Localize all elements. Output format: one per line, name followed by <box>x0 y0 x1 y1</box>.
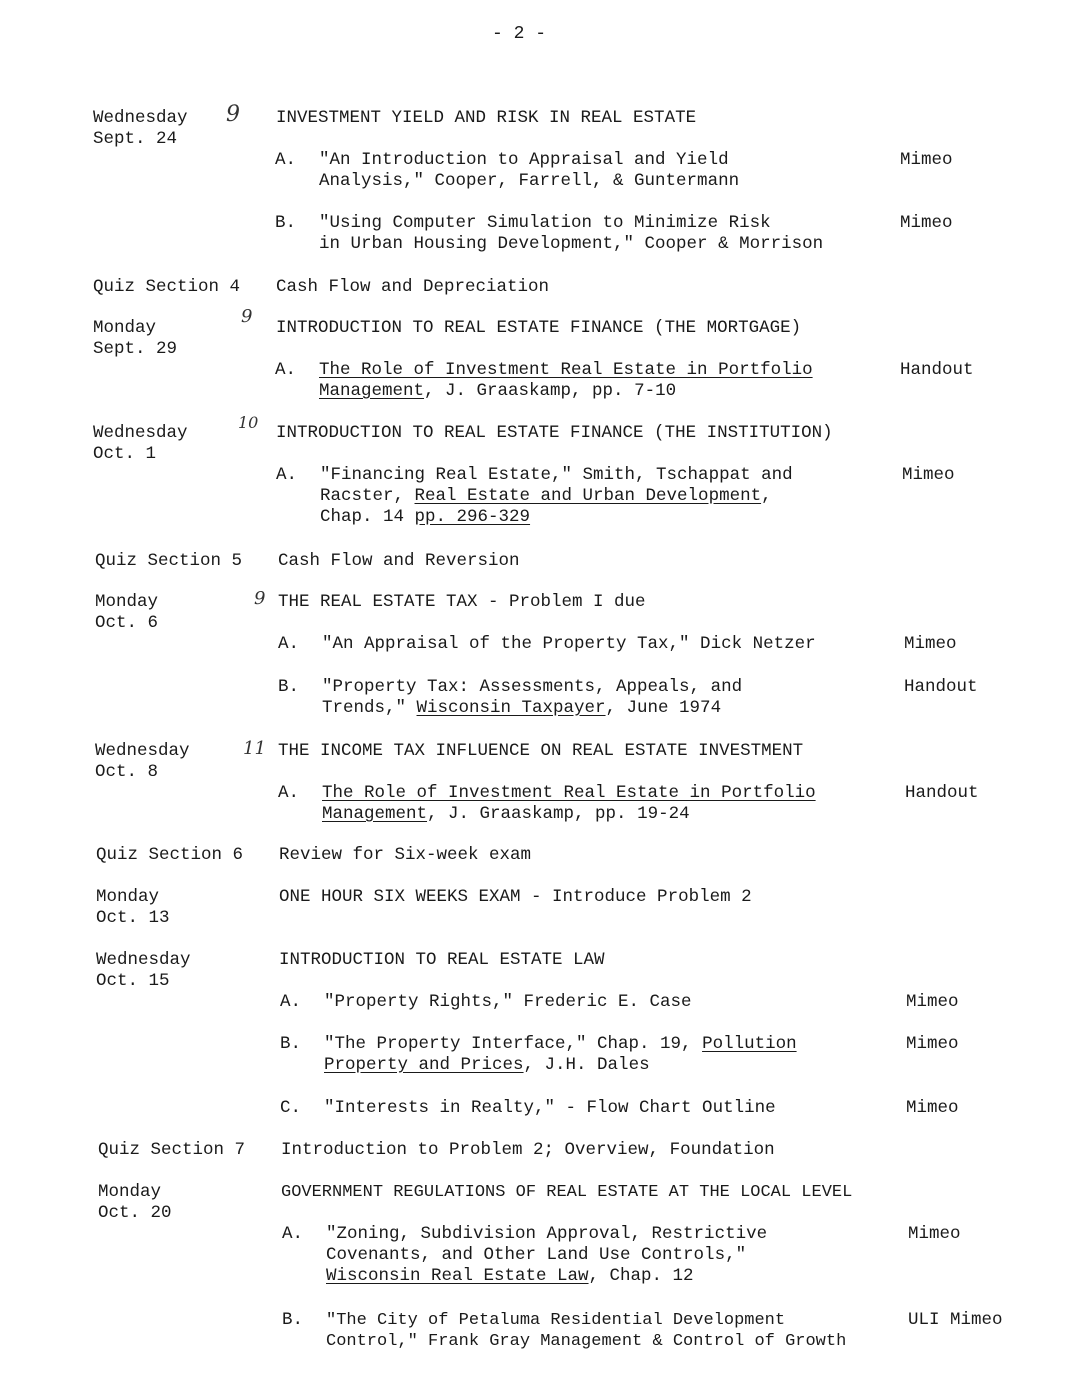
entry-day: Monday Sept. 29 <box>93 318 178 359</box>
reading-source: Handout <box>905 783 979 803</box>
entry-title: GOVERNMENT REGULATIONS OF REAL ESTATE AT THE LOCAL LEVEL <box>281 1183 853 1202</box>
entry-day: Wednesday Oct. 15 <box>96 950 191 991</box>
entry-day: Monday Oct. 20 <box>98 1182 172 1223</box>
entry-title: INTRODUCTION TO REAL ESTATE LAW <box>279 950 605 970</box>
handwritten-mark: 9 <box>241 306 253 327</box>
entry-day: Wednesday Oct. 1 <box>93 423 188 464</box>
reading-source: Mimeo <box>906 992 959 1012</box>
entry-day: Quiz Section 7 <box>98 1140 246 1160</box>
entry-title: Review for Six-week exam <box>279 845 532 865</box>
reading-source: Mimeo <box>900 213 953 233</box>
reading-source: ULI Mimeo <box>908 1310 1003 1330</box>
entry-title: Cash Flow and Reversion <box>278 551 520 571</box>
handwritten-mark: 9 <box>254 588 266 609</box>
entry-title: THE INCOME TAX INFLUENCE ON REAL ESTATE INVESTMENT <box>278 741 804 761</box>
entry-day: Quiz Section 6 <box>96 845 244 865</box>
entry-day: Monday Oct. 6 <box>95 592 159 633</box>
entry-title: INTRODUCTION TO REAL ESTATE FINANCE (THE INSTITUTION) <box>276 423 833 443</box>
reading-source: Handout <box>904 677 978 697</box>
entry-day: Monday Oct. 13 <box>96 887 170 928</box>
reading-source: Handout <box>900 360 974 380</box>
handwritten-mark: 11 <box>243 738 266 759</box>
entry-title: THE REAL ESTATE TAX - Problem I due <box>278 592 646 612</box>
handwritten-mark: 9 <box>226 102 240 127</box>
entry-title: INVESTMENT YIELD AND RISK IN REAL ESTATE <box>276 108 697 128</box>
entry-title: Introduction to Problem 2; Overview, Foundation <box>281 1140 775 1160</box>
reading-source: Mimeo <box>900 150 953 170</box>
reading-source: Mimeo <box>906 1034 959 1054</box>
entry-day: Wednesday Oct. 8 <box>95 741 190 782</box>
entry-title: ONE HOUR SIX WEEKS EXAM - Introduce Problem 2 <box>279 887 752 907</box>
entry-day: Quiz Section 5 <box>95 551 243 571</box>
reading-source: Mimeo <box>908 1224 961 1244</box>
entry-title: Cash Flow and Depreciation <box>276 277 550 297</box>
reading-source: Mimeo <box>902 465 955 485</box>
reading-source: Mimeo <box>904 634 957 654</box>
entry-day: Quiz Section 4 <box>93 277 241 297</box>
handwritten-mark: 10 <box>238 413 259 432</box>
reading-source: Mimeo <box>906 1098 959 1118</box>
entry-day: Wednesday Sept. 24 <box>93 108 188 149</box>
page-number: - 2 - <box>492 24 547 44</box>
entry-title: INTRODUCTION TO REAL ESTATE FINANCE (THE MORTGAGE) <box>276 318 802 338</box>
